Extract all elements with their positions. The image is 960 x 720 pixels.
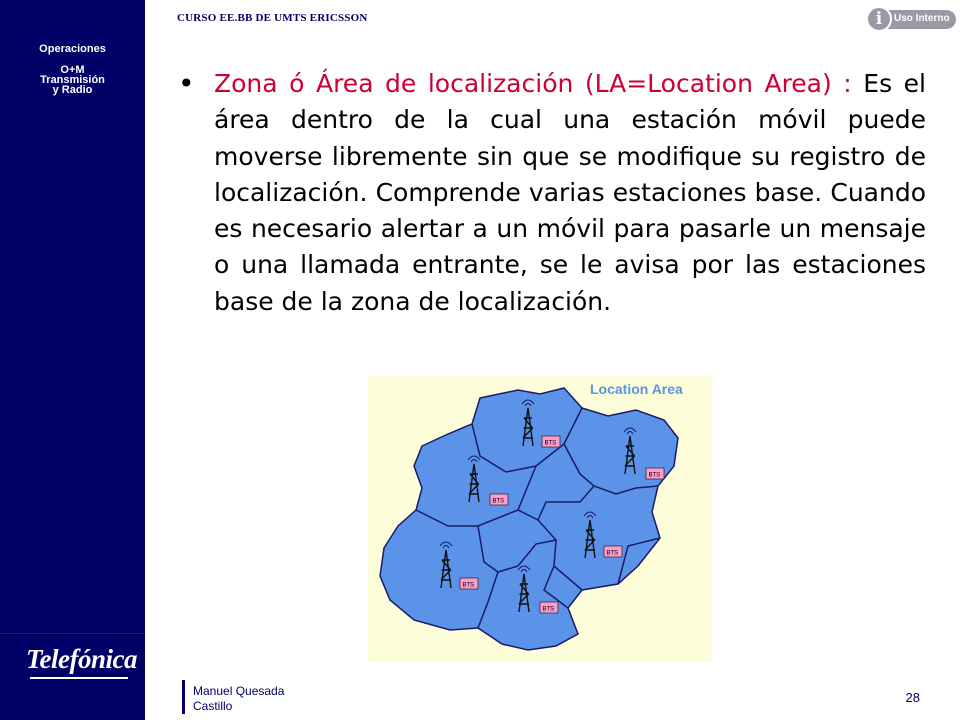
sidebar-subtitle-line: y Radio — [52, 84, 93, 96]
info-icon: i — [866, 6, 892, 32]
bts-label: BTS — [648, 472, 661, 479]
bts-label: BTS — [542, 606, 555, 613]
telefonica-logo: Telefónica — [26, 644, 137, 674]
author-line: Castillo — [193, 699, 233, 713]
definition-term: Zona ó Área de localización (LA=Location Area) : — [214, 69, 852, 98]
sidebar-subtitle-line: Transmisión — [40, 74, 105, 86]
bts-label: BTS — [606, 550, 619, 557]
bts-label: BTS — [462, 582, 475, 589]
bts-label: BTS — [492, 498, 505, 505]
uso-interno-badge — [866, 6, 956, 32]
footer-author — [193, 684, 333, 714]
location-area-diagram — [368, 376, 712, 662]
bullet-icon: • — [178, 67, 195, 100]
sidebar — [0, 0, 145, 720]
location-area-figure — [368, 376, 712, 662]
badge-label: Uso Interno — [894, 13, 950, 24]
definition-paragraph — [214, 66, 926, 320]
sidebar-subtitle-line: O+M — [60, 64, 85, 76]
footer-separator — [182, 680, 185, 714]
figure-title: Location Area — [590, 381, 683, 397]
course-header: CURSO EE.BB DE UMTS ERICSSON — [177, 12, 368, 24]
bts-label: BTS — [544, 440, 557, 447]
definition-text: Es el área dentro de la cual una estación móvil puede moverse libremente sin que se modifique su registro de localización. Comprende varias estaciones base. Cuando es necesario alertar a un móvil para pasarle un mensaje o una llamada entrante, se le avisa por las estaciones base de la zona de localización. — [214, 69, 926, 316]
sidebar-subtitle — [0, 65, 145, 95]
author-line: Manuel Quesada — [193, 684, 285, 698]
sidebar-title: Operaciones — [39, 43, 106, 55]
logo-underline — [30, 677, 128, 679]
page-number: 28 — [905, 690, 920, 705]
